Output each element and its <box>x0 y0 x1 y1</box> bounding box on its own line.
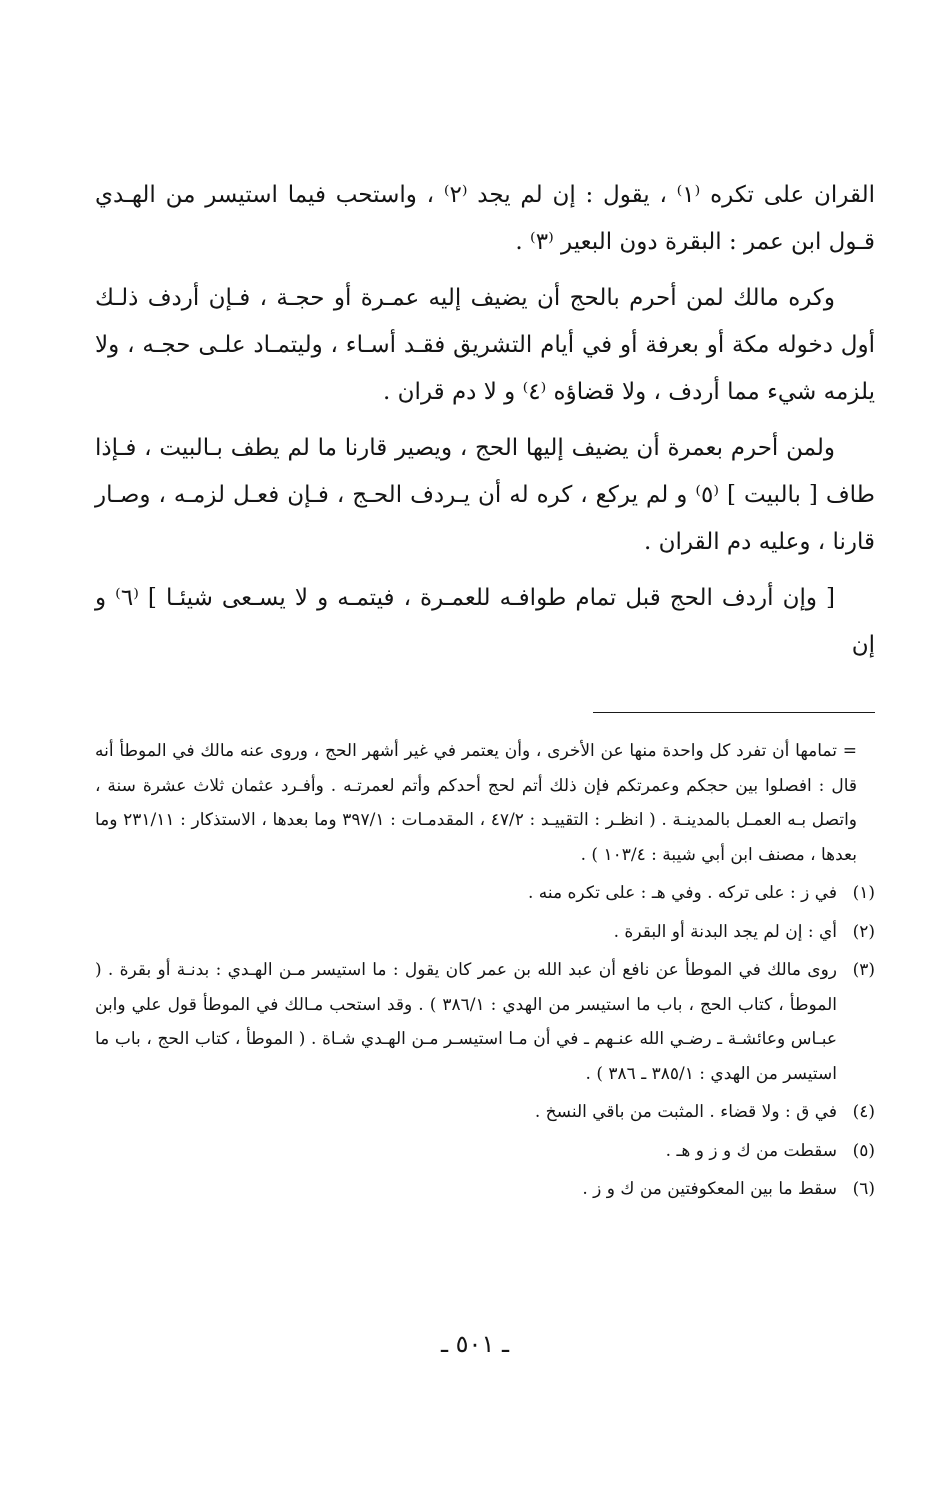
footnotes <box>95 734 875 1211</box>
footnote-1 <box>95 876 875 911</box>
footnote-6 <box>95 1172 875 1207</box>
main-text <box>95 172 875 678</box>
paragraph-3: ولمن أحرم بعمرة أن يضيف إليها الحج ، ويصير قارنا ما لم يطف بـالبيت ، فـإذا طاف [ بالبيت ] ⁽٥⁾ و لم يركع ، كره له أن يـردف الحـج ، فـإن فعـل لزمـه ، وصـار قارنا ، وعليه دم القران . <box>95 435 875 555</box>
footnote-number: (١) <box>852 883 875 903</box>
footnote-text: في ز : على تركه . وفي هـ : على تكره منه . <box>527 883 837 903</box>
footnote-number: (٦) <box>852 1179 875 1199</box>
footnote-4 <box>95 1095 875 1130</box>
footnote-continuation: = تمامها أن تفرد كل واحدة منها عن الأخرى ، وأن يعتمر في غير أشهر الحج ، وروى عنه مالك في الموطأ أنه قال : افصلوا بين حجكم وعمرتكم فإن ذلك أتم لحج أحدكم وأتم لعمرتـه . وأفـرد عثمان ثلاث عشرة سنة ، واتصل بـه العمـل بالمدينـة . ( انظـر : التقييـد : ٤٧/٢ ، المقدمـات : ٣٩٧/١ وما بعدها ، الاستذكار : ٢٣١/١١ وما بعدها ، مصنف ابن أبي شيبة : ١٠٣/٤ ) . <box>95 741 857 865</box>
footnote-number: (٣) <box>852 960 875 980</box>
footnote-text: روى مالك في الموطأ عن نافع أن عبد الله بن عمر كان يقول : ما استيسر مـن الهـدي : بدنـة أو بقرة . ( الموطأ ، كتاب الحج ، باب ما استيسر من الهدي : ٣٨٦/١ ) . وقد استحب مـالك في الموطأ قول علي وابن عبـاس وعائشـة ـ رضـي الله عنـهم ـ في أن مـا استيسـر مـن الهـدي شـاة . ( الموطأ ، كتاب الحج ، باب ما استيسر من الهدي : ٣٨٥/١ ـ ٣٨٦ ) . <box>95 960 837 1084</box>
paragraph-1: القران على تكره ⁽١⁾ ، يقول : إن لم يجد ⁽٢⁾ ، واستحب فيما استيسر من الهـدي قـول ابن عمر : البقرة دون البعير ⁽٣⁾ . <box>95 182 875 255</box>
paragraph-2: وكره مالك لمن أحرم بالحج أن يضيف إليه عمـرة أو حجـة ، فـإن أردف ذلـك أول دخوله مكة أو بعرفة أو في أيام التشريق فقـد أسـاء ، وليتمـاد علـى حجـه ، ولا يلزمه شيء مما أردف ، ولا قضاؤه ⁽٤⁾ و لا دم قران . <box>95 285 875 405</box>
footnote-5 <box>95 1134 875 1169</box>
footnote-2 <box>95 915 875 950</box>
footnote-divider <box>593 712 875 713</box>
page-number: ـ ٥٠١ ـ <box>440 1330 509 1358</box>
paragraph-4: [ وإن أردف الحج قبل تمام طوافـه للعمـرة ، فيتمـه و لا يسـعى شيئـا ] ⁽٦⁾ و إن <box>95 585 875 658</box>
footnote-text: في ق : ولا قضاء . المثبت من باقي النسخ . <box>534 1102 837 1122</box>
footnote-number: (٤) <box>852 1102 875 1122</box>
footnote-text: سقطت من ك و ز و هـ . <box>665 1140 837 1161</box>
footnote-text: سقط ما بين المعكوفتين من ك و ز . <box>582 1179 837 1199</box>
footnote-number: (٢) <box>852 921 875 942</box>
footnote-number: (٥) <box>852 1140 875 1161</box>
footnote-3 <box>95 953 875 1091</box>
footnote-text: أي : إن لم يجد البدنة أو البقرة . <box>613 921 837 942</box>
